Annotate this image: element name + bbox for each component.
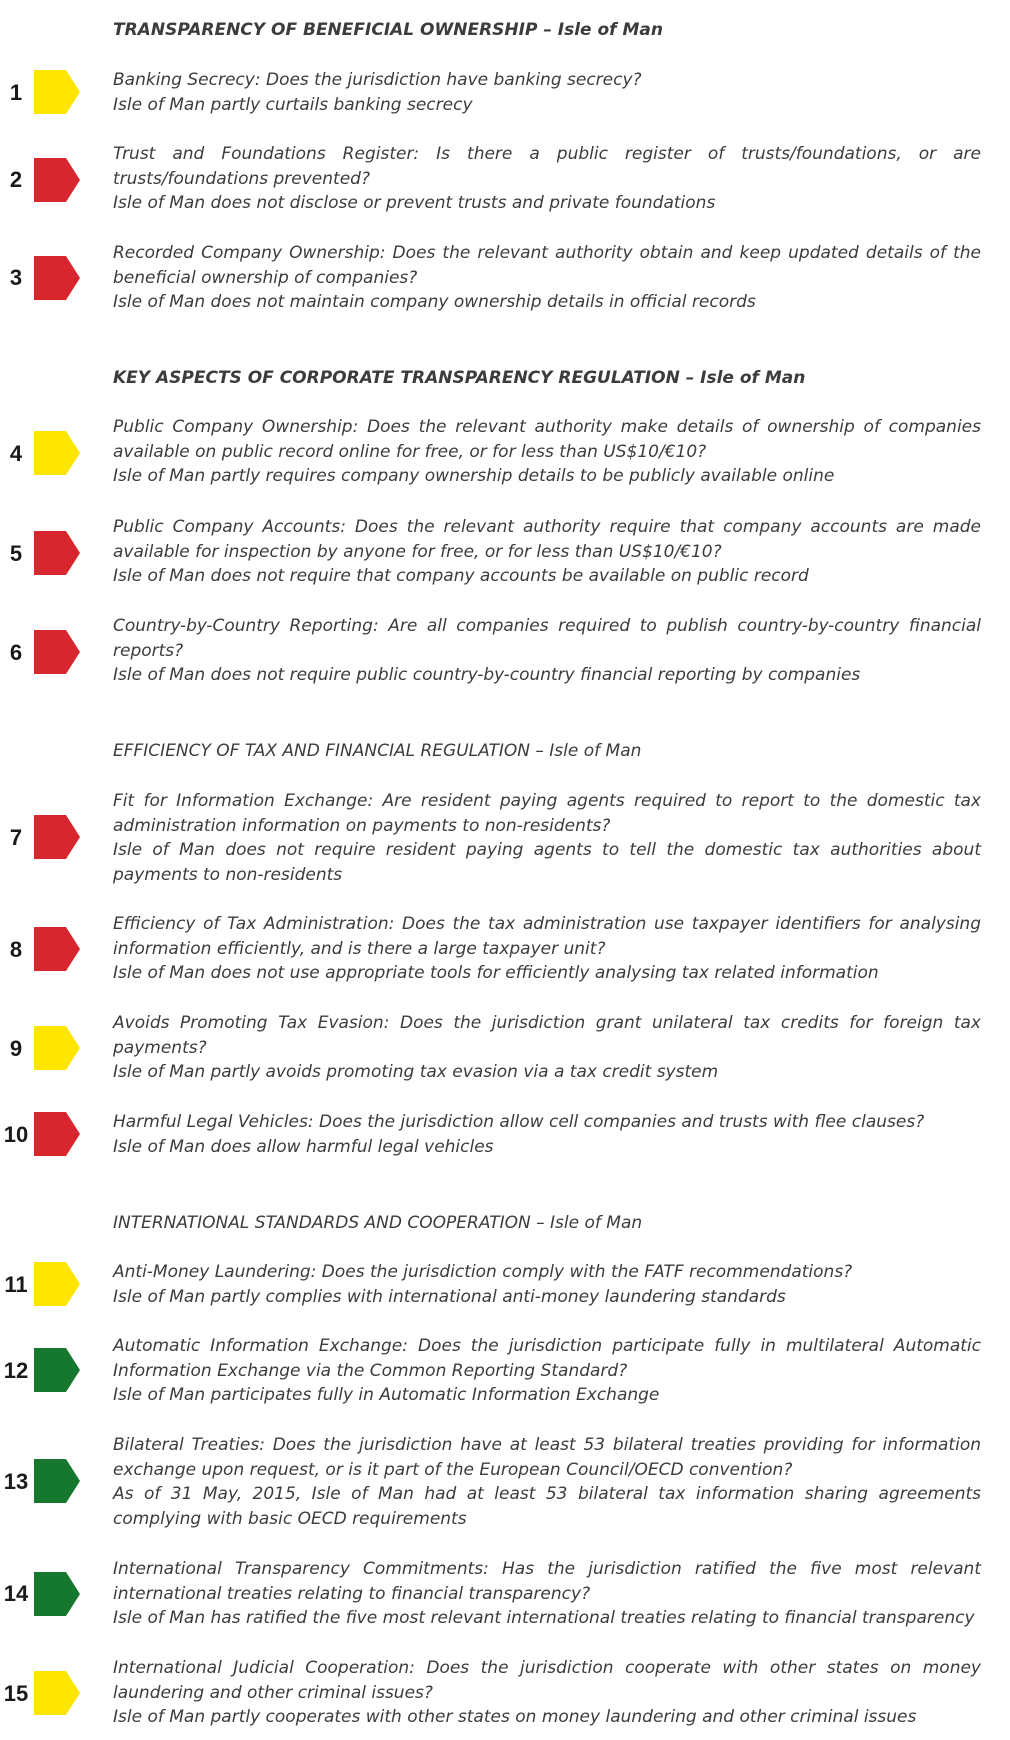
indicator-number: 10 <box>3 1122 29 1147</box>
section-title-corporate-transparency: KEY ASPECTS OF CORPORATE TRANSPARENCY REGULATION – Isle of Man <box>113 368 806 388</box>
indicator-text <box>113 1557 981 1631</box>
indicator-question: Public Company Accounts: Does the relevant authority require that company accounts are made available for inspection by anyone for free, or for less than US$10/€10? <box>113 517 981 562</box>
indicator-number: 15 <box>3 1681 29 1706</box>
indicator-number: 12 <box>3 1358 29 1383</box>
rating-flag-icon <box>34 70 80 114</box>
indicator-question: Avoids Promoting Tax Evasion: Does the jurisdiction grant unilateral tax credits for foreign tax payments? <box>113 1013 981 1058</box>
rating-flag-icon <box>34 1459 80 1503</box>
rating-flag-icon <box>34 158 80 202</box>
indicator-text <box>113 515 981 589</box>
indicator-text <box>113 1011 981 1085</box>
indicator-question: International Transparency Commitments: Has the jurisdiction ratified the five most relevant international treaties relating to financial transparency? <box>113 1559 981 1604</box>
indicator-text <box>113 1433 981 1531</box>
indicator-question: Harmful Legal Vehicles: Does the jurisdiction allow cell companies and trusts with flee clauses? <box>113 1112 925 1132</box>
rating-flag-icon <box>34 1026 80 1070</box>
rating-flag-icon <box>34 815 80 859</box>
indicator-answer: Isle of Man does not use appropriate tools for efficiently analysing tax related information <box>113 963 879 983</box>
indicator-answer: Isle of Man does allow harmful legal vehicles <box>113 1136 494 1157</box>
indicator-answer: Isle of Man does not require public country-by-country financial reporting by companies <box>113 665 861 685</box>
indicator-number: 5 <box>9 541 23 566</box>
indicator-number: 8 <box>9 937 23 962</box>
indicator-answer: Isle of Man partly curtails banking secrecy <box>113 94 473 115</box>
indicator-question: Trust and Foundations Register: Is there a public register of trusts/foundations, or are trusts/foundations prevented? <box>113 144 981 189</box>
indicator-number: 14 <box>3 1581 29 1606</box>
indicator-text <box>113 1656 981 1730</box>
indicator-number: 1 <box>9 80 23 105</box>
indicator-text <box>113 614 981 688</box>
indicator-text <box>113 912 981 986</box>
section-title-international-standards: INTERNATIONAL STANDARDS AND COOPERATION – Isle of Man <box>113 1213 643 1233</box>
indicator-question: Banking Secrecy: Does the jurisdiction have banking secrecy? <box>113 70 642 90</box>
indicator-answer: Isle of Man participates fully in Automatic Information Exchange <box>113 1385 660 1405</box>
indicator-text <box>113 1260 981 1309</box>
indicator-text <box>113 1110 981 1159</box>
indicator-question: Fit for Information Exchange: Are resident paying agents required to report to the domestic tax administration information on payments to non-residents? <box>113 791 981 836</box>
indicator-number: 2 <box>9 167 23 192</box>
indicator-text <box>113 1334 981 1408</box>
rating-flag-icon <box>34 256 80 300</box>
indicator-question: Anti-Money Laundering: Does the jurisdiction comply with the FATF recommendations? <box>113 1262 853 1282</box>
indicator-answer: Isle of Man partly requires company ownership details to be publicly available online <box>113 466 835 486</box>
indicator-number: 6 <box>9 640 23 665</box>
rating-flag-icon <box>34 1262 80 1306</box>
indicator-answer: Isle of Man has ratified the five most relevant international treaties relating to financial transparency <box>113 1608 975 1628</box>
indicator-text <box>113 68 981 117</box>
indicator-answer: As of 31 May, 2015, Isle of Man had at least 53 bilateral tax information sharing agreements complying with basic OECD requirements <box>113 1484 981 1529</box>
indicator-answer: Isle of Man partly cooperates with other states on money laundering and other criminal issues <box>113 1707 917 1727</box>
indicator-answer: Isle of Man does not require resident paying agents to tell the domestic tax authorities about payments to non-residents <box>113 840 981 885</box>
indicator-number: 13 <box>3 1469 29 1494</box>
indicator-answer: Isle of Man does not require that company accounts be available on public record <box>113 566 809 586</box>
indicator-text <box>113 241 981 315</box>
rating-flag-icon <box>34 531 80 575</box>
indicator-answer: Isle of Man partly avoids promoting tax evasion via a tax credit system <box>113 1062 719 1082</box>
indicator-text <box>113 789 981 887</box>
rating-flag-icon <box>34 927 80 971</box>
indicator-number: 7 <box>9 825 23 850</box>
indicator-question: Public Company Ownership: Does the relevant authority make details of ownership of companies available on public record online for free, or for less than US$10/€10? <box>113 417 981 462</box>
indicator-answer: Isle of Man does not maintain company ownership details in official records <box>113 292 756 312</box>
section-title-tax-efficiency: EFFICIENCY OF TAX AND FINANCIAL REGULATION – Isle of Man <box>113 741 642 761</box>
indicator-number: 9 <box>9 1036 23 1061</box>
section-title-beneficial-ownership: TRANSPARENCY OF BENEFICIAL OWNERSHIP – Isle of Man <box>113 20 663 40</box>
indicator-question: Efficiency of Tax Administration: Does the tax administration use taxpayer identifiers for analysing information efficiently, and is there a large taxpayer unit? <box>113 914 981 959</box>
rating-flag-icon <box>34 1348 80 1392</box>
indicator-number: 11 <box>4 1272 28 1297</box>
indicator-question: International Judicial Cooperation: Does the jurisdiction cooperate with other states on money laundering and other criminal issues? <box>113 1658 981 1703</box>
rating-flag-icon <box>34 1572 80 1616</box>
rating-flag-icon <box>34 1671 80 1715</box>
indicator-number: 3 <box>9 265 23 290</box>
indicator-question: Recorded Company Ownership: Does the relevant authority obtain and keep updated details of the beneficial ownership of companies? <box>113 243 981 288</box>
indicator-text <box>113 415 981 489</box>
rating-flag-icon <box>34 431 80 475</box>
indicator-question: Country-by-Country Reporting: Are all companies required to publish country-by-country financial reports? <box>113 616 981 661</box>
indicator-answer: Isle of Man does not disclose or prevent trusts and private foundations <box>113 193 716 213</box>
rating-flag-icon <box>34 630 80 674</box>
rating-flag-icon <box>34 1112 80 1156</box>
indicator-text <box>113 142 981 216</box>
indicator-number: 4 <box>9 441 23 466</box>
indicator-question: Automatic Information Exchange: Does the jurisdiction participate fully in multilateral Automatic Information Exchange via the Common Reporting Standard? <box>113 1336 981 1381</box>
indicator-question: Bilateral Treaties: Does the jurisdiction have at least 53 bilateral treaties providing for information exchange upon request, or is it part of the European Council/OECD convention? <box>113 1435 981 1480</box>
indicator-answer: Isle of Man partly complies with international anti-money laundering standards <box>113 1286 786 1307</box>
